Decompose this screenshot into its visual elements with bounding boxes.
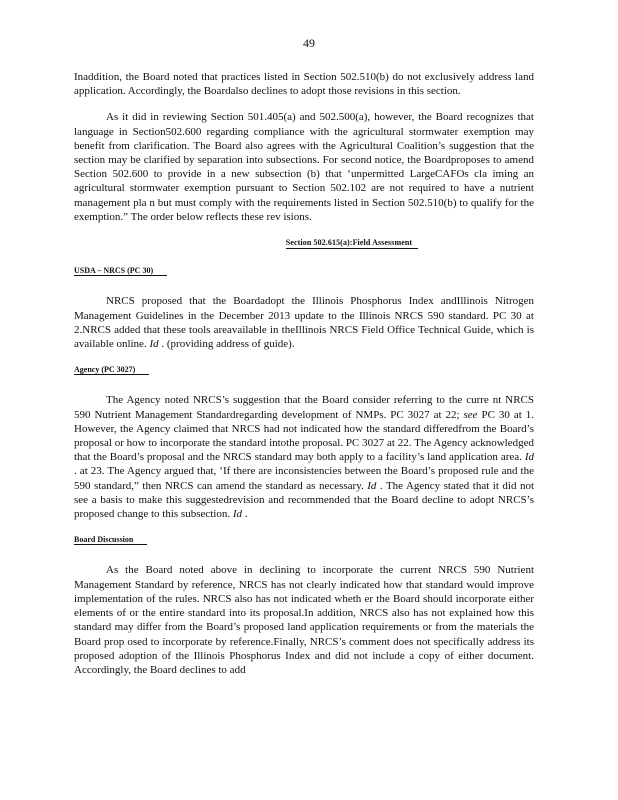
document-body xyxy=(74,70,534,689)
agency-heading: Agency (PC 3027) xyxy=(74,363,534,377)
section-heading: Section 502.615(a):Field Assessment xyxy=(122,236,582,250)
paragraph-nrcs-proposal: NRCS proposed that the Boardadopt the Illinois Phosphorus Index andIllinois Nitrogen Management Guidelines in the December 2013 update to the Illinois NRCS 590 standard. PC 30 at 2.NRCS added that these tools areavailable in theIllinois NRCS Field Office Technical Guide, which is available online. Id . (providing address of guide). xyxy=(74,295,534,351)
usda-nrcs-heading: USDA – NRCS (PC 30) xyxy=(74,264,534,278)
paragraph-clarification: As it did in reviewing Section 501.405(a) and 502.500(a), however, the Board recognizes that language in Section502.600 regarding compliance with the agricultural stormwater exemption may benefit from clarification. The Board also agrees with the Agricultural Coalition’s suggestion that the section may be clarified by separation into subsections. For second notice, the Boardproposes to amend Section 502.600 to provide in a new subsection (b) that ‘unpermitted LargeCAFOs cla iming an agricultural stormwater exemption pursuant to Section 502.102 are not required to have a nutrient management pla n but must comply with the requirements listed in Section 502.510(b) to qualify for the exemption.” The order below reflects these rev isions. xyxy=(74,111,534,223)
paragraph-agency-response: The Agency noted NRCS’s suggestion that the Board consider referring to the curre nt NRCS 590 Nutrient Management Standardregarding development of NMPs. PC 3027 at 22; see PC 30 at 1. However, the Agency claimed that NRCS had not indicated how the standard differedfrom the Board’s proposal or how to incorporate the standard intothe proposal. PC 3027 at 22. The Agency acknowledged that the Board’s proposal and the NRCS standard may both apply to a facility’s land application area. Id . at 23. The Agency argued that, ‘If there are inconsistencies between the Board’s proposed rule and the 590 standard,” then NRCS can amend the standard as necessary. Id . The Agency stated that it did not see a basis to make this suggestedrevision and recommended that the Board decline to adopt NRCS’s proposed change to this subsection. Id . xyxy=(74,394,534,521)
board-discussion-heading: Board Discussion xyxy=(74,533,534,547)
page-number: 49 xyxy=(303,36,315,50)
paragraph-inaddition: Inaddition, the Board noted that practices listed in Section 502.510(b) do not exclusively address land application. Accordingly, the Boardalso declines to adopt those revisions in this section. xyxy=(74,71,534,98)
paragraph-board-discussion: As the Board noted above in declining to incorporate the current NRCS 590 Nutrient Management Standard by reference, NRCS has not clearly indicated how that standard would improve implementation of the rules. NRCS also has not indicated wheth er the Board should incorporate either elements of or the entire standard into its proposal.In addition, NRCS also has not explained how this standard may differ from the Board’s proposed land application requirements or from the materials the Board prop osed to incorporate by reference.Finally, NRCS’s comment does not specifically address its proposed adoption of the Illinois Phosphorus Index and did not include a copy of either document. Accordingly, the Board declines to add xyxy=(74,564,534,676)
